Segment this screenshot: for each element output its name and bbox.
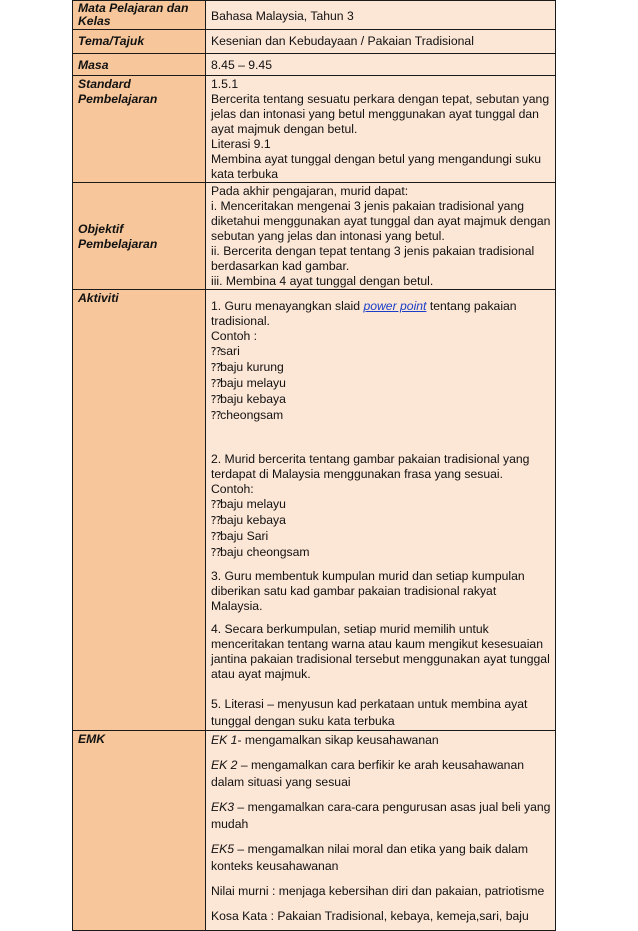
value-tema: Kesenian dan Kebudayaan / Pakaian Tradisional	[206, 30, 556, 54]
aktiviti-1-contoh: Contoh :	[211, 329, 258, 343]
standard-line: Bercerita tentang sesuatu perkara dengan tepat, sebutan yang jelas dan intonasi yang betul menggunakan ayat tunggal dan ayat majmuk dengan betul.	[211, 92, 550, 136]
list-item: ⁇baju melayu	[211, 497, 286, 511]
list-item: ⁇baju melayu	[211, 376, 286, 390]
missing-glyph-icon: ⁇	[211, 531, 221, 543]
missing-glyph-icon: ⁇	[211, 410, 221, 422]
power-point-link[interactable]: power point	[363, 299, 427, 313]
list-item: ⁇baju kebaya	[211, 513, 286, 527]
list-item: ⁇baju kurung	[211, 360, 284, 374]
label-masa: Masa	[73, 54, 206, 76]
emk-item: EK 1- mengamalkan sikap keusahawanan	[211, 733, 439, 747]
label-mata-pelajaran: Mata Pelajaran dan Kelas	[73, 1, 206, 30]
row-objektif	[73, 183, 556, 290]
list-item: ⁇baju cheongsam	[211, 545, 310, 559]
row-standard	[73, 76, 556, 183]
missing-glyph-icon: ⁇	[211, 515, 221, 527]
aktiviti-4: 4. Secara berkumpulan, setiap murid memilih untuk menceritakan tentang warna atau kaum mengikut kesesuaian jantina pakaian tradisional tersebut menggunakan ayat tunggal atau ayat majmuk.	[211, 622, 550, 681]
lesson-plan-table	[72, 0, 556, 931]
row-tema	[73, 30, 556, 54]
missing-glyph-icon: ⁇	[211, 547, 221, 559]
row-masa	[73, 54, 556, 76]
objektif-line: iii. Membina 4 ayat tunggal dengan betul.	[211, 274, 434, 288]
label-emk: EMK	[73, 731, 206, 931]
label-objektif: Objektif Pembelajaran	[73, 183, 206, 290]
objektif-line: ii. Bercerita dengan tepat tentang 3 jenis pakaian tradisional berdasarkan kad gambar.	[211, 244, 535, 273]
standard-line: Literasi 9.1	[211, 137, 271, 151]
aktiviti-3: 3. Guru membentuk kumpulan murid dan setiap kumpulan diberikan satu kad gambar pakaian tradisional rakyat Malaysia.	[211, 569, 525, 613]
missing-glyph-icon: ⁇	[211, 378, 221, 390]
list-item: ⁇cheongsam	[211, 408, 284, 422]
value-emk	[206, 731, 556, 931]
value-masa: 8.45 – 9.45	[206, 54, 556, 76]
objektif-line: Pada akhir pengajaran, murid dapat:	[211, 184, 409, 198]
list-item: ⁇sari	[211, 344, 240, 358]
aktiviti-2-contoh: Contoh:	[211, 482, 254, 496]
label-standard: Standard Pembelajaran	[73, 76, 206, 183]
emk-item: EK3 – mengamalkan cara-cara pengurusan asas jual beli yang mudah	[211, 800, 551, 831]
missing-glyph-icon: ⁇	[211, 346, 221, 358]
emk-item: EK5 – mengamalkan nilai moral dan etika yang baik dalam konteks keusahawanan	[211, 842, 529, 873]
row-aktiviti	[73, 290, 556, 731]
missing-glyph-icon: ⁇	[211, 362, 221, 374]
value-mata-pelajaran: Bahasa Malaysia, Tahun 3	[206, 1, 556, 30]
list-item: ⁇baju kebaya	[211, 392, 286, 406]
missing-glyph-icon: ⁇	[211, 499, 221, 511]
objektif-line: i. Menceritakan mengenai 3 jenis pakaian tradisional yang diketahui menggunakan ayat tunggal dan ayat majmuk dengan sebutan yang jelas dan intonasi yang betul.	[211, 199, 551, 243]
standard-line: Membina ayat tunggal dengan betul yang mengandungi suku kata terbuka	[211, 152, 541, 181]
aktiviti-2: 2. Murid bercerita tentang gambar pakaian tradisional yang terdapat di Malaysia menggunakan frasa yang sesuai.	[211, 452, 530, 481]
value-standard	[206, 76, 556, 183]
standard-line: 1.5.1	[211, 77, 239, 91]
missing-glyph-icon: ⁇	[211, 394, 221, 406]
list-item: ⁇baju Sari	[211, 529, 269, 543]
aktiviti-1: 1. Guru menayangkan slaid power point tentang pakaian tradisional.	[211, 299, 517, 328]
row-mata-pelajaran	[73, 1, 556, 30]
kosa-kata: Kosa Kata : Pakaian Tradisional, kebaya, kemeja,sari, baju	[211, 909, 529, 923]
value-objektif	[206, 183, 556, 290]
label-tema: Tema/Tajuk	[73, 30, 206, 54]
value-aktiviti	[206, 290, 556, 731]
row-emk	[73, 731, 556, 931]
aktiviti-5: 5. Literasi – menyusun kad perkataan untuk membina ayat tunggal dengan suku kata terbuka	[211, 697, 528, 728]
label-aktiviti: Aktiviti	[73, 290, 206, 731]
nilai-murni: Nilai murni : menjaga kebersihan diri dan pakaian, patriotisme	[211, 884, 545, 898]
emk-item: EK 2 – mengamalkan cara berfikir ke arah keusahawanan dalam situasi yang sesuai	[211, 758, 525, 789]
